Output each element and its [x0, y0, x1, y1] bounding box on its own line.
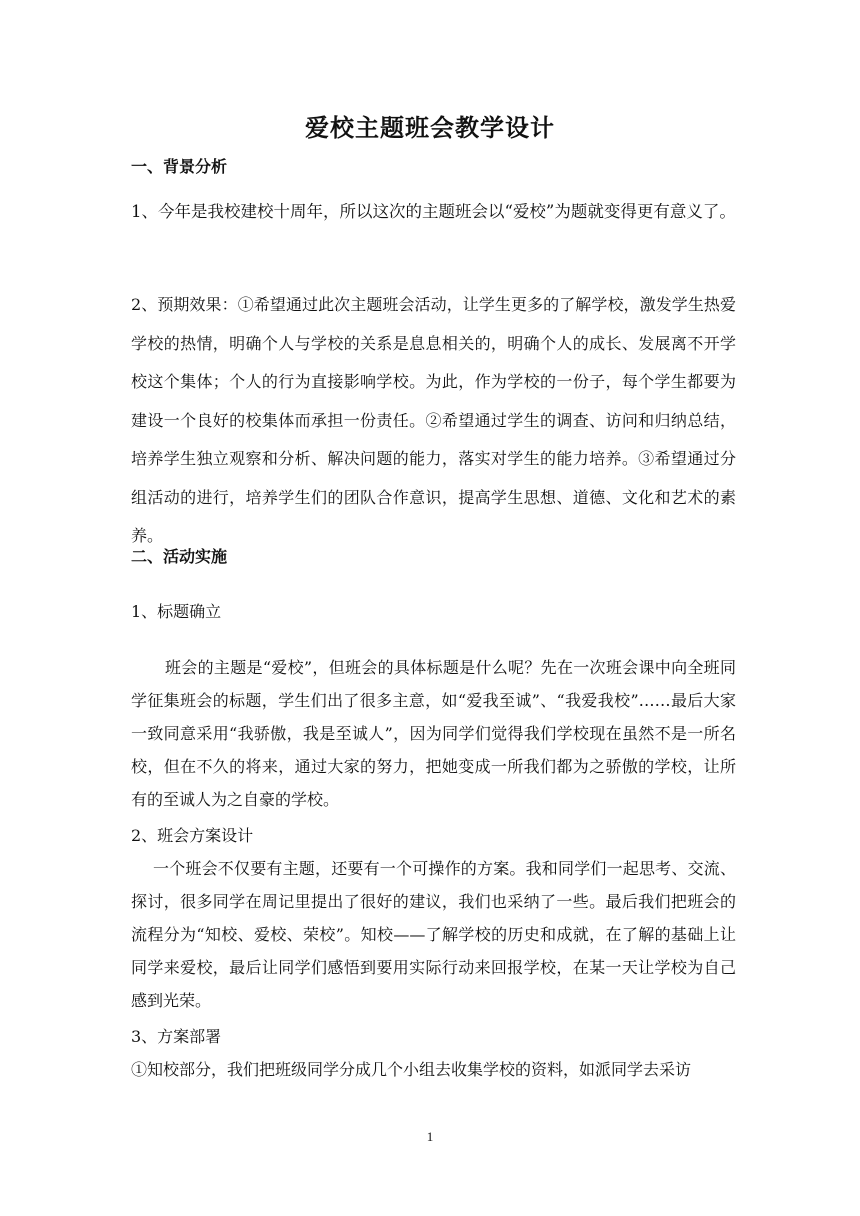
paragraph-title-setting: 班会的主题是“爱校”，但班会的具体标题是什么呢？先在一次班会课中向全班同学征集班会的标题，学生们出了很多主意，如“爱我至诚”、“我爱我校”……最后大家一致同意采用“我骄傲，我是至诚人”，因为同学们觉得我们学校现在虽然不是一所名校，但在不久的将来，通过大家的努力，把她变成一所我们都为之骄傲的学校，让所有的至诚人为之自豪的学校。 — [131, 658, 736, 809]
paragraph-expected-effects: 2、预期效果：①希望通过此次主题班会活动，让学生更多的了解学校，激发学生热爱学校的热情，明确个人与学校的关系是息息相关的，明确个人的成长、发展离不开学校这个集体；个人的行为直接影响学校。为此，作为学校的一份子，每个学生都要为建设一个良好的校集体而承担一份责任。②希望通过学生的调查、访问和归纳总结，培养学生独立观察和分析、解决问题的能力，落实对学生的能力培养。③希望通过分组活动的进行，培养学生们的团队合作意识，提高学生思想、道德、文化和艺术的素养。 — [131, 295, 736, 545]
page-number: 1 — [426, 1129, 434, 1144]
subheading-plan-design: 2、班会方案设计 — [131, 826, 254, 845]
section-heading-background: 一、背景分析 — [131, 157, 228, 176]
subheading-plan-deployment: 3、方案部署 — [131, 1027, 222, 1046]
paragraph-plan-design: 一个班会不仅要有主题，还要有一个可操作的方案。我和同学们一起思考、交流、探讨，很多同学在周记里提出了很好的建议，我们也采纳了一些。最后我们把班会的流程分为“知校、爱校、荣校”。知校——了解学校的历史和成就，在了解的基础上让同学来爱校，最后让同学们感悟到要用实际行动来回报学校，在某一天让学校为自己感到光荣。 — [131, 859, 736, 1010]
paragraph-plan-deployment: ①知校部分，我们把班级同学分成几个小组去收集学校的资料，如派同学去采访 — [131, 1060, 692, 1079]
subheading-title-setting: 1、标题确立 — [131, 602, 222, 621]
document-title: 爱校主题班会教学设计 — [305, 114, 555, 142]
paragraph-background-1: 1、今年是我校建校十周年，所以这次的主题班会以“爱校”为题就变得更有意义了。 — [131, 202, 736, 221]
section-heading-implementation: 二、活动实施 — [131, 547, 228, 566]
